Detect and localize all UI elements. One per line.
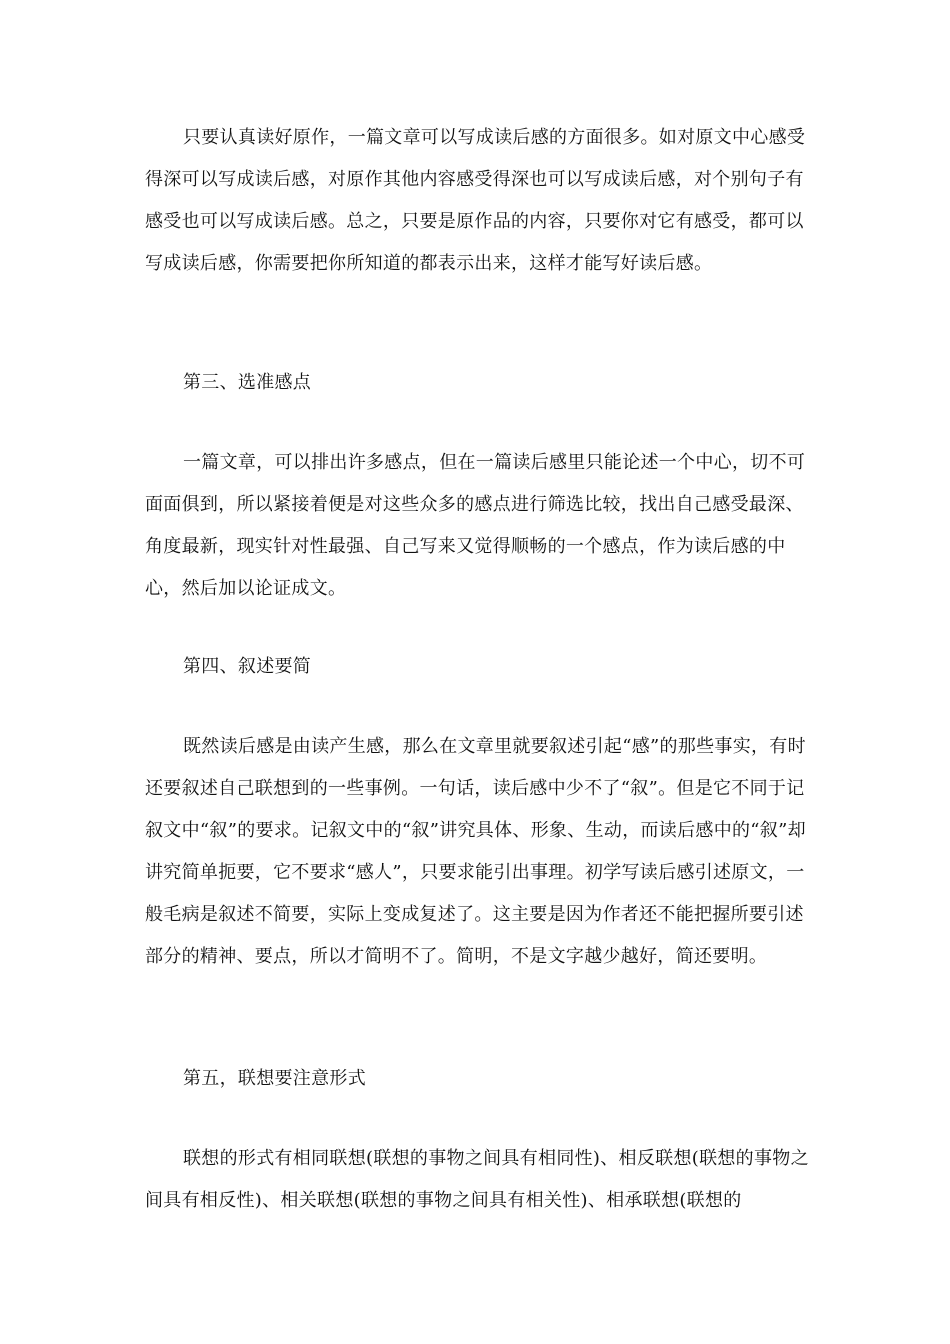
paragraph-concise-narration: 既然读后感是由读产生感，那么在文章里就要叙述引起“感”的那些事实，有时还要叙述自己联想到的一些事例。一句话，读后感中少不了“叙”。但是它不同于记叙文中“叙”的要求。记叙文中的“叙”讲究具体、形象、生动，而读后感中的“叙”却讲究简单扼要，它不要求“感人”，只要求能引出事理。初学写读后感引述原文，一般毛病是叙述不简要，实际上变成复述了。这主要是因为作者还不能把握所要引述部分的精神、要点，所以才简明不了。简明，不是文字越少越好，简还要明。 bbox=[145, 736, 806, 967]
heading-section-4: 第四、叙述要简 bbox=[183, 656, 312, 677]
heading-section-3: 第三、选准感点 bbox=[183, 372, 312, 393]
paragraph-association-forms: 联想的形式有相同联想(联想的事物之间具有相同性)、相反联想(联想的事物之间具有相反性)、相关联想(联想的事物之间具有相关性)、相承联想(联想的 bbox=[145, 1148, 809, 1211]
paragraph-choose-point: 一篇文章，可以排出许多感点，但在一篇读后感里只能论述一个中心，切不可面面俱到，所以紧接着便是对这些众多的感点进行筛选比较，找出自己感受最深、角度最新，现实针对性最强、自己写来又觉得顺畅的一个感点，作为读后感的中心，然后加以论证成文。 bbox=[145, 452, 806, 599]
paragraph-original-reading: 只要认真读好原作，一篇文章可以写成读后感的方面很多。如对原文中心感受得深可以写成读后感，对原作其他内容感受得深也可以写成读后感，对个别句子有感受也可以写成读后感。总之，只要是原作品的内容，只要你对它有感受，都可以写成读后感，你需要把你所知道的都表示出来，这样才能写好读后感。 bbox=[145, 127, 806, 274]
heading-section-5: 第五，联想要注意形式 bbox=[183, 1068, 366, 1089]
